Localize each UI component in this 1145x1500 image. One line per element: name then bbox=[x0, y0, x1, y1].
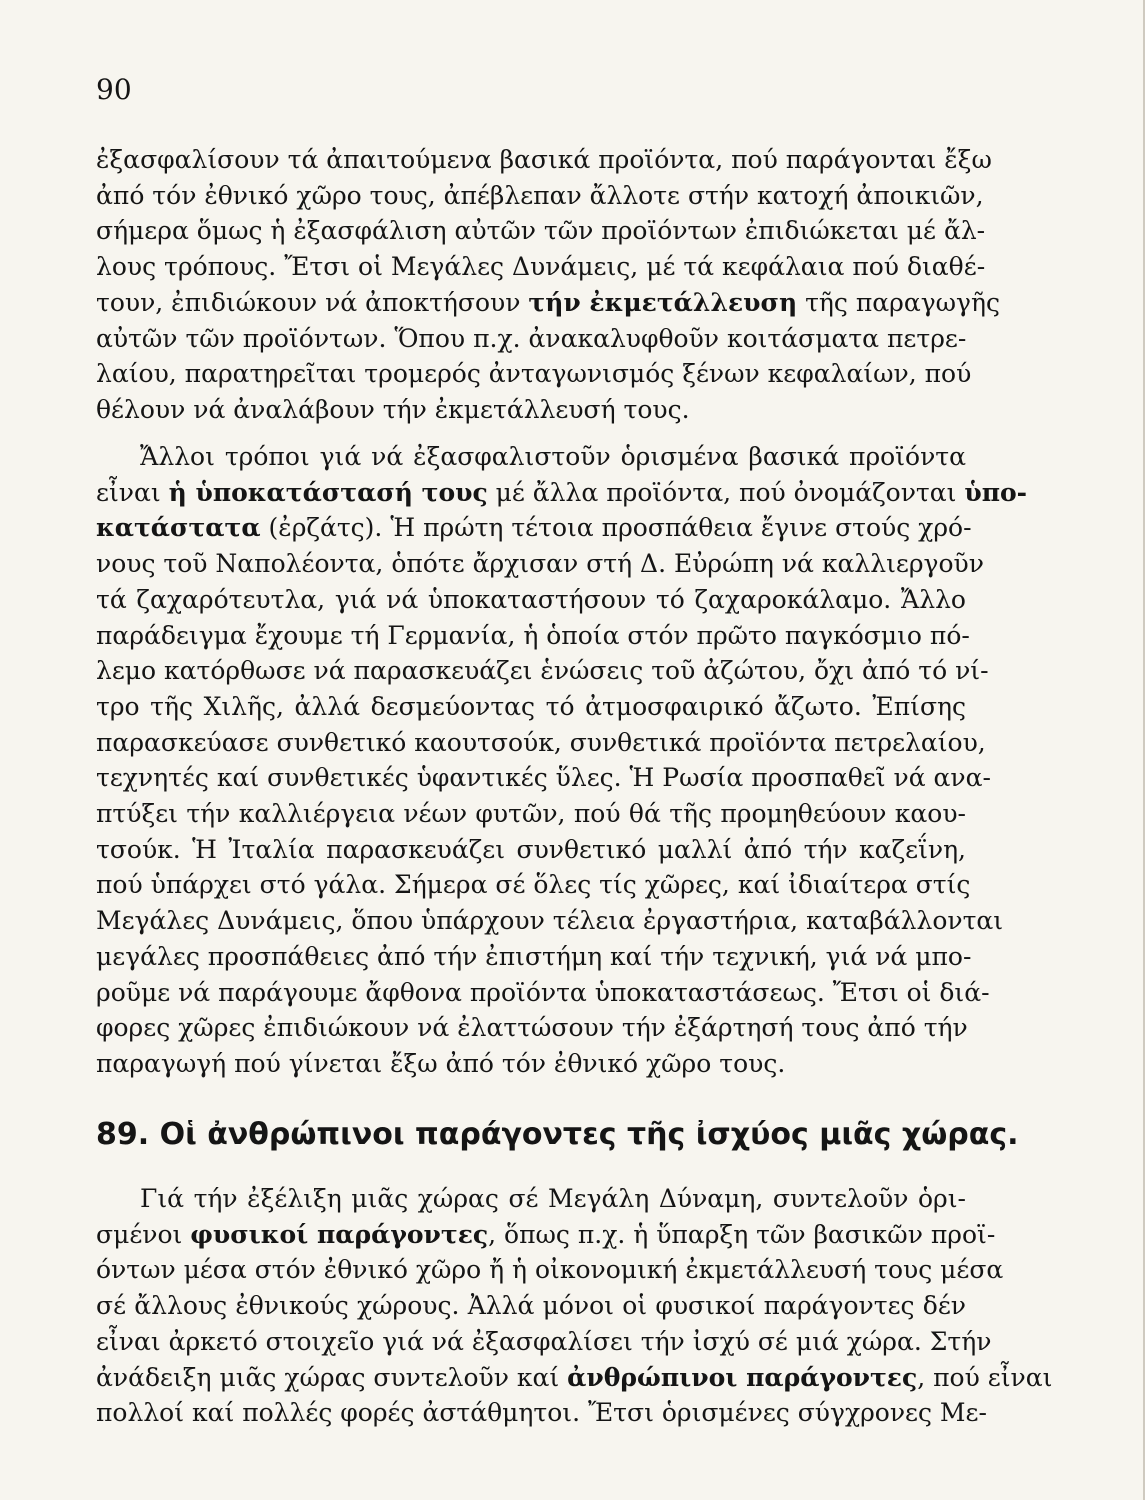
text-line: θέλουν νά ἀναλάβουν τήν ἐκμετάλλευσή τους. bbox=[96, 394, 690, 424]
text-line: φορες χῶρες ἐπιδιώκουν νά ἐλαττώσουν τήν ἐξάρτησή τους ἀπό τήν bbox=[96, 1013, 968, 1043]
text-line: μεγάλες προσπάθειες ἀπό τήν ἐπιστήμη καί τήν τεχνική, γιά νά μπο- bbox=[96, 941, 972, 971]
text-line: όντων μέσα στόν ἐθνικό χῶρο ἤ ἡ οἰκονομική ἐκμετάλλευσή τους μέσα bbox=[96, 1255, 1004, 1285]
emphasis-term: ὑπο- bbox=[964, 477, 1028, 507]
text-line: πτύξει τήν καλλιέργεια νέων φυτῶν, πού θά τῆς προμηθεύουν καου- bbox=[96, 799, 966, 829]
text-run: (ἐρζάτς). Ἡ πρώτη τέτοια προσπάθεια ἔγινε στούς χρό- bbox=[260, 513, 972, 543]
text-line: εἶναι ἀρκετό στοιχεῖο γιά νά ἐξασφαλίσει τήν ἰσχύ σέ μιά χώρα. Στήν bbox=[96, 1326, 992, 1356]
text-line: λους τρόπους. Ἔτσι οἱ Μεγάλες Δυνάμεις, μέ τά κεφάλαια πού διαθέ- bbox=[96, 252, 986, 282]
text-line: λαίου, παρατηρεῖται τρομερός ἀνταγωνισμός ξένων κεφαλαίων, πού bbox=[96, 359, 972, 389]
text-run: εἶναι bbox=[96, 477, 169, 507]
text-run: ἀνάδειξη μιᾶς χώρας συντελοῦν καί bbox=[96, 1362, 568, 1392]
text-run: μέ ἄλλα προϊόντα, πού ὀνομάζονται bbox=[487, 477, 965, 507]
text-run: τῆς παραγωγῆς bbox=[797, 287, 1000, 317]
page-number: 90 bbox=[96, 73, 132, 106]
text-line: παραγωγή πού γίνεται ἔξω ἀπό τόν ἐθνικό χῶρο τους. bbox=[96, 1048, 786, 1078]
text-run: , πού εἶναι bbox=[917, 1362, 1053, 1392]
text-line bbox=[96, 510, 972, 546]
emphasis-term: τήν ἐκμετάλλευση bbox=[528, 287, 798, 317]
text-line: αὐτῶν τῶν προϊόντων. Ὅπου π.χ. ἀνακαλυφθοῦν κοιτάσματα πετρε- bbox=[96, 323, 967, 353]
text-line: τσούκ. Ἡ Ἰταλία παρασκευάζει συνθετικό μαλλί ἀπό τήν καζεΐνη, bbox=[96, 834, 966, 864]
emphasis-term: κατάστατα bbox=[96, 513, 261, 543]
text-run: σμένοι bbox=[96, 1219, 191, 1249]
text-line: τεχνητές καί συνθετικές ὑφαντικές ὕλες. Ἡ Ρωσία προσπαθεῖ νά ανα- bbox=[96, 763, 991, 793]
text-line bbox=[96, 285, 1000, 321]
text-line: Γιά τήν ἐξέλιξη μιᾶς χώρας σέ Μεγάλη Δύναμη, συντελοῦν ὁρι- bbox=[140, 1184, 966, 1213]
emphasis-term: ἀνθρώπινοι παράγοντες bbox=[567, 1362, 918, 1392]
text-line: πού ὑπάρχει στό γάλα. Σήμερα σέ ὅλες τίς χῶρες, καί ἰδιαίτερα στίς bbox=[96, 870, 971, 900]
text-line: σήμερα ὅμως ἡ ἐξασφάλιση αὐτῶν τῶν προϊόντων ἐπιδιώκεται μέ ἄλ- bbox=[96, 216, 986, 246]
text-run: τουν, ἐπιδιώκουν νά ἀποκτήσουν bbox=[96, 287, 529, 317]
text-run: , ὅπως π.χ. ἡ ὕπαρξη τῶν βασικῶν προϊ- bbox=[488, 1219, 996, 1249]
text-line: λεμο κατόρθωσε νά παρασκευάζει ἑνώσεις τοῦ ἀζώτου, ὄχι ἀπό τό νί- bbox=[96, 656, 989, 686]
text-line: Μεγάλες Δυνάμεις, ὅπου ὑπάρχουν τέλεια ἐργαστήρια, καταβάλλονται bbox=[96, 906, 1004, 936]
text-line bbox=[96, 475, 1028, 511]
text-line bbox=[96, 1360, 1053, 1396]
text-line: πολλοί καί πολλές φορές ἀστάθμητοι. Ἔτσι ὁρισμένες σύγχρονες Με- bbox=[96, 1398, 987, 1428]
text-line: ἀπό τόν ἐθνικό χῶρο τους, ἀπέβλεπαν ἄλλοτε στήν κατοχή ἀποικιῶν, bbox=[96, 180, 984, 210]
text-line: τά ζαχαρότευτλα, γιά νά ὑποκαταστήσουν τό ζαχαροκάλαμο. Ἄλλο bbox=[96, 584, 966, 614]
text-line: τρο τῆς Χιλῆς, ἀλλά δεσμεύοντας τό ἀτμοσφαιρικό ἄζωτο. Ἐπίσης bbox=[96, 691, 966, 721]
text-line: Ἄλλοι τρόποι γιά νά ἐξασφαλιστοῦν ὁρισμένα βασικά προϊόντα bbox=[140, 442, 966, 471]
paragraph-2 bbox=[96, 439, 1028, 1082]
paragraph-3 bbox=[96, 1181, 1053, 1431]
text-line: ροῦμε νά παράγουμε ἄφθονα προϊόντα ὑποκαταστάσεως. Ἔτσι οἱ διά- bbox=[96, 977, 990, 1007]
text-line: ἐξασφαλίσουν τά ἀπαιτούμενα βασικά προϊόντα, πού παράγονται ἔξω bbox=[96, 145, 992, 174]
emphasis-term: ἡ ὑποκατάστασή τους bbox=[168, 477, 488, 507]
emphasis-term: φυσικοί παράγοντες bbox=[190, 1219, 489, 1249]
text-line bbox=[96, 1217, 996, 1253]
text-line: παρασκεύασε συνθετικό καουτσούκ, συνθετικά προϊόντα πετρελαίου, bbox=[96, 727, 986, 757]
text-line: σέ ἄλλους ἐθνικούς χώρους. Ἀλλά μόνοι οἱ φυσικοί παράγοντες δέν bbox=[96, 1291, 966, 1321]
section-heading: 89. Οἱ ἀνθρώπινοι παράγοντες τῆς ἰσχύος μιᾶς χώρας. bbox=[96, 1117, 1019, 1152]
text-line: νους τοῦ Ναπολέοντα, ὁπότε ἄρχισαν στή Δ. Εὐρώπη νά καλλιεργοῦν bbox=[96, 549, 984, 579]
text-line: παράδειγμα ἔχουμε τή Γερμανία, ἡ ὁποία στόν πρῶτο παγκόσμιο πό- bbox=[96, 620, 970, 650]
paragraph-1 bbox=[96, 142, 1000, 428]
